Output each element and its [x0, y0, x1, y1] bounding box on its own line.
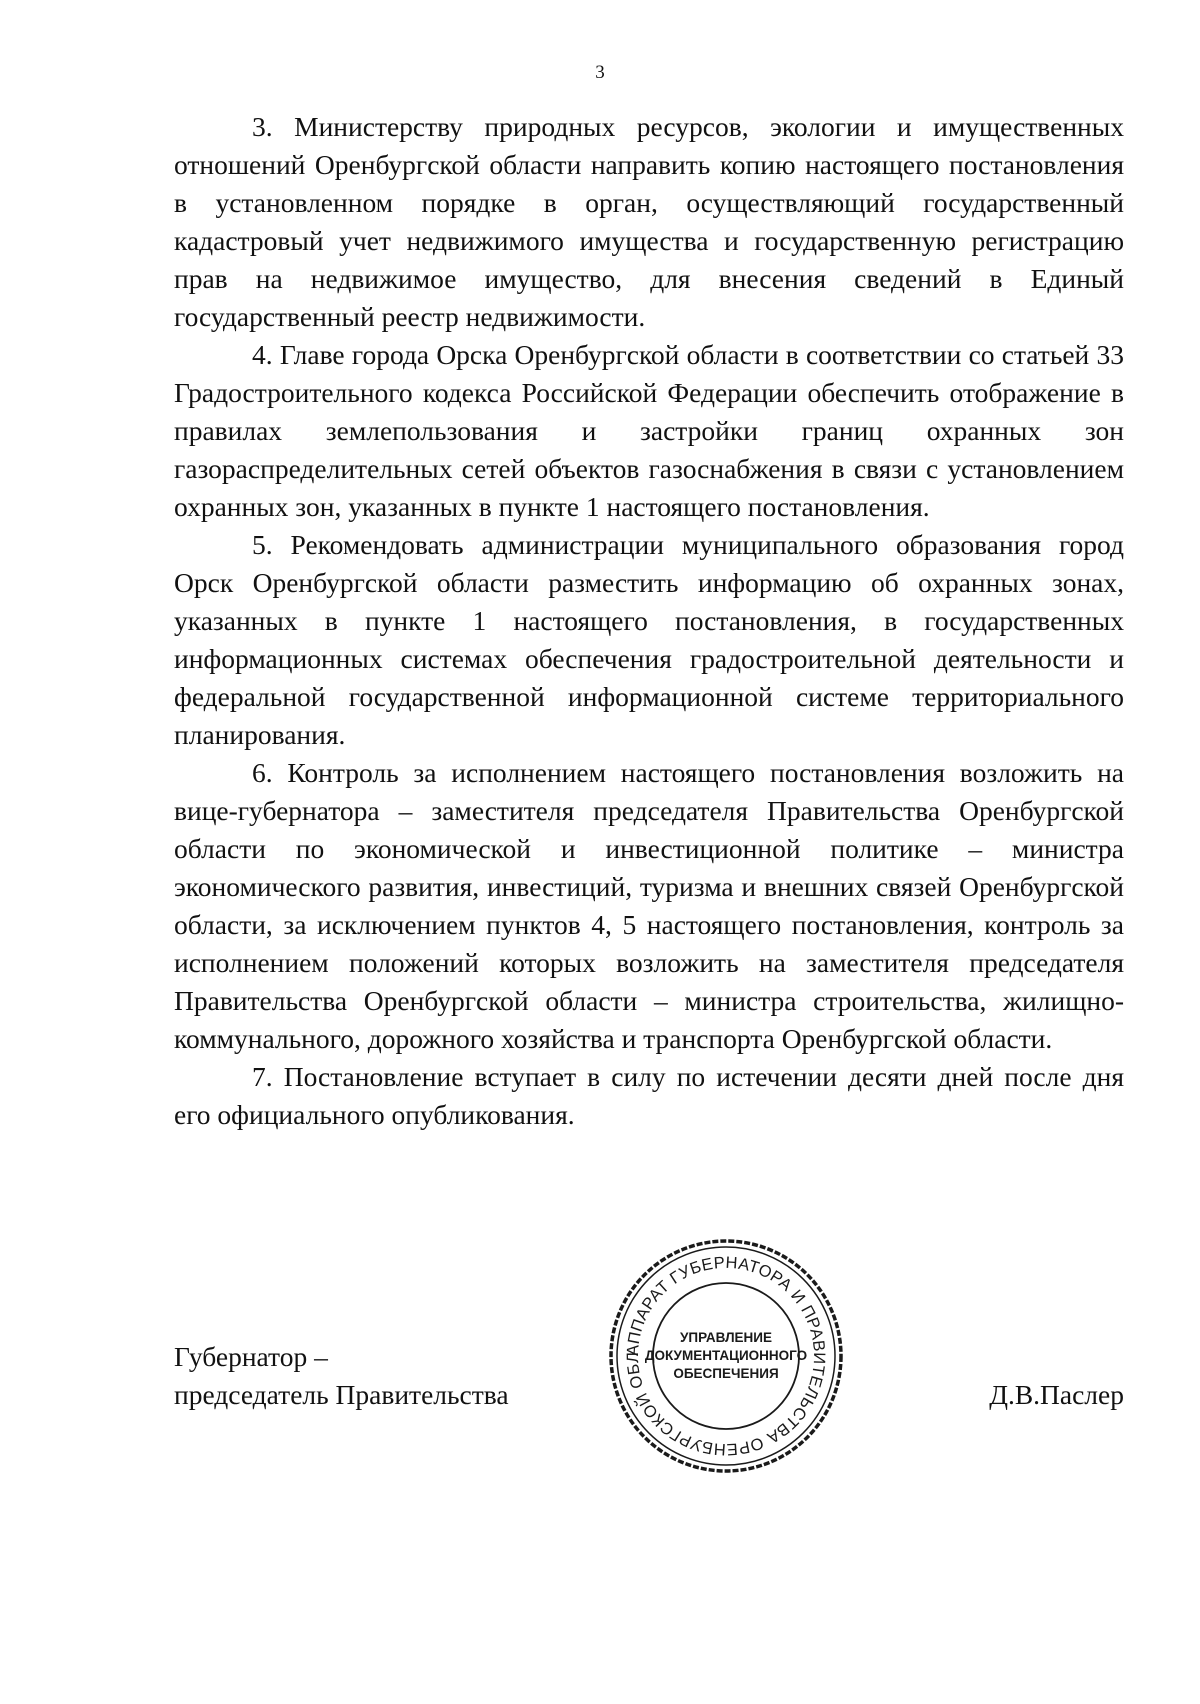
- signatory-position: [174, 1338, 509, 1414]
- official-stamp: [608, 1238, 844, 1474]
- paragraph-item-6: 6. Контроль за исполнением настоящего постановления возложить на вице-губернатора – заместителя председателя Правительства Оренбургской области по экономической и инвестиционной политике – министра экономического развития, инвестиций, туризма и внешних связей Оренбургской области, за исключением пунктов 4, 5 настоящего постановления, контроль за исполнением положений которых возложить на заместителя председателя Правительства Оренбургской области – министра строительства, жилищно-коммунального, дорожного хозяйства и транспорта Оренбургской области.: [174, 757, 1124, 1054]
- paragraph-item-3: 3. Министерству природных ресурсов, экологии и имущественных отношений Оренбургской области направить копию настоящего постановления в установленном порядке в орган, осуществляющий государственный кадастровый учет недвижимого имущества и государственную регистрацию прав на недвижимое имущество, для внесения сведений в Единый государственный реестр недвижимости.: [174, 111, 1124, 332]
- paragraph-item-7: 7. Постановление вступает в силу по истечении десяти дней после дня его официального опубликования.: [174, 1061, 1124, 1130]
- document-body: [174, 108, 1124, 1134]
- stamp-center-line3: ОБЕСПЕЧЕНИЯ: [673, 1366, 779, 1381]
- signatory-name: Д.В.Паслер: [989, 1379, 1124, 1410]
- paragraph-item-4: 4. Главе города Орска Оренбургской области в соответствии со статьей 33 Градостроительного кодекса Российской Федерации обеспечить отображение в правилах землепользования и застройки границ охранных зон газораспределительных сетей объектов газоснабжения в связи с установлением охранных зон, указанных в пункте 1 настоящего постановления.: [174, 339, 1124, 522]
- stamp-center-line1: УПРАВЛЕНИЕ: [679, 1330, 773, 1345]
- signatory-position-line2: председатель Правительства: [174, 1379, 509, 1410]
- paragraph-item-5: 5. Рекомендовать администрации муниципального образования город Орск Оренбургской области разместить информацию об охранных зонах, указанных в пункте 1 настоящего постановления, в государственных информационных системах обеспечения градостроительной деятельности и федеральной государственной информационной системе территориального планирования.: [174, 529, 1124, 750]
- stamp-center-line2: ДОКУМЕНТАЦИОННОГО: [644, 1348, 808, 1363]
- page-number: 3: [595, 62, 605, 83]
- stamp-seal-icon: [608, 1238, 844, 1474]
- signatory-position-line1: Губернатор –: [174, 1341, 328, 1372]
- stamp-ring-text: АППАРАТ ГУБЕРНАТОРА И ПРАВИТЕЛЬСТВА ОРЕНБУРГСКОЙ ОБЛ: [623, 1253, 829, 1459]
